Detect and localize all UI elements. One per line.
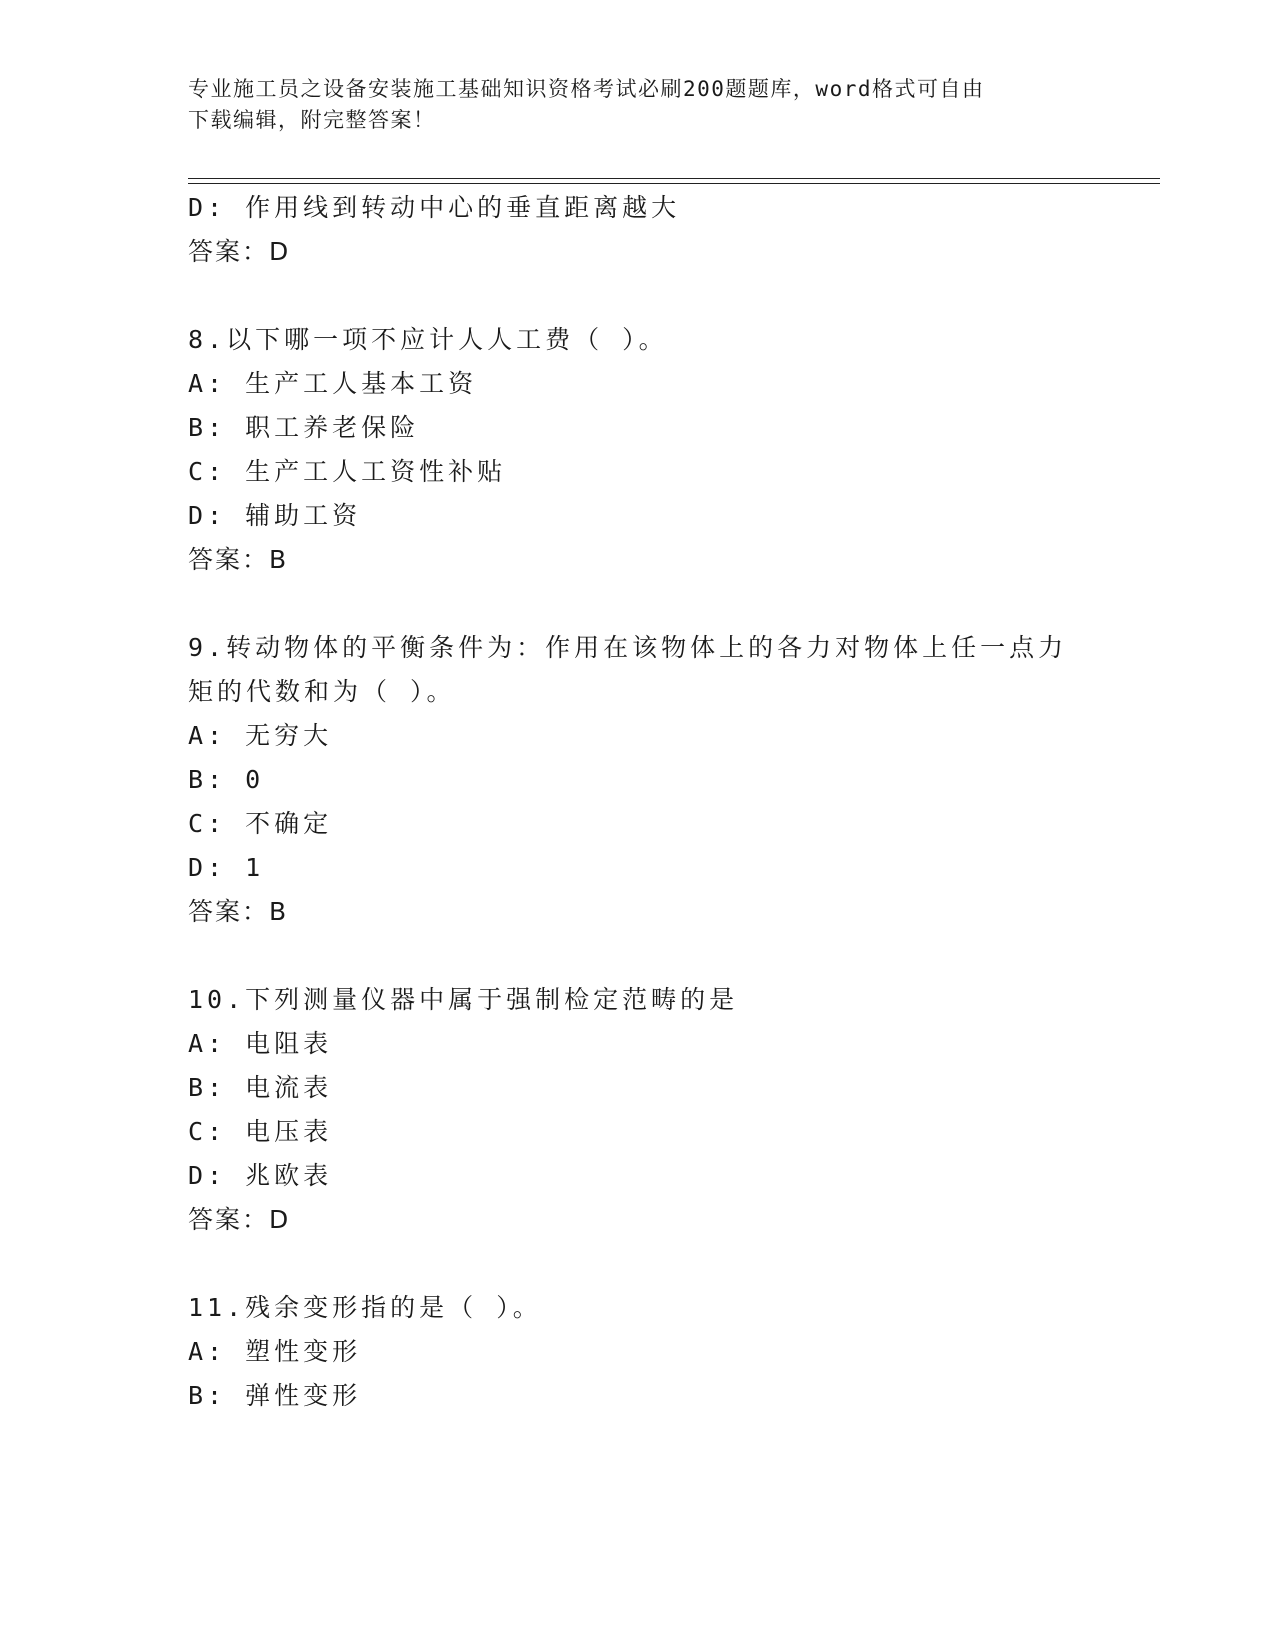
header-divider-thin [188,178,1160,179]
q10-option-c: C: 电压表 [188,1117,333,1146]
q10-question: 10.下列测量仪器中属于强制检定范畴的是 [188,985,739,1014]
q8-option-b: B: 职工养老保险 [188,413,420,442]
q7-answer: 答案：D [188,237,291,266]
q8-option-d: D: 辅助工资 [188,501,362,530]
header-title-line-1: 专业施工员之设备安装施工基础知识资格考试必刷200题题库，word格式可自由 [188,77,985,101]
header-title-line-2: 下载编辑，附完整答案！ [188,108,436,132]
q11-option-a: A: 塑性变形 [188,1337,362,1366]
q10-option-a: A: 电阻表 [188,1029,333,1058]
q9-option-b: B: 0 [188,765,265,794]
q7-option-d: D: 作用线到转动中心的垂直距离越大 [188,193,681,222]
q10-option-b: B: 电流表 [188,1073,333,1102]
q9-question-line-1: 9.转动物体的平衡条件为：作用在该物体上的各力对物体上任一点力 [188,633,1068,662]
q11-option-b: B: 弹性变形 [188,1381,362,1410]
q8-answer: 答案：B [188,545,289,574]
header-divider-thick [188,183,1160,184]
q11-question: 11.残余变形指的是（ ）。 [188,1293,542,1322]
q9-question-line-2: 矩的代数和为（ ）。 [188,677,456,706]
q8-question: 8.以下哪一项不应计人人工费（ ）。 [188,325,668,354]
document-header [188,74,1068,136]
q9-answer: 答案：B [188,897,289,926]
q8-option-c: C: 生产工人工资性补贴 [188,457,507,486]
q8-option-a: A: 生产工人基本工资 [188,369,478,398]
q10-answer: 答案：D [188,1205,291,1234]
q9-option-d: D: 1 [188,853,265,882]
q10-option-d: D: 兆欧表 [188,1161,333,1190]
q9-option-c: C: 不确定 [188,809,333,838]
q9-option-a: A: 无穷大 [188,721,333,750]
